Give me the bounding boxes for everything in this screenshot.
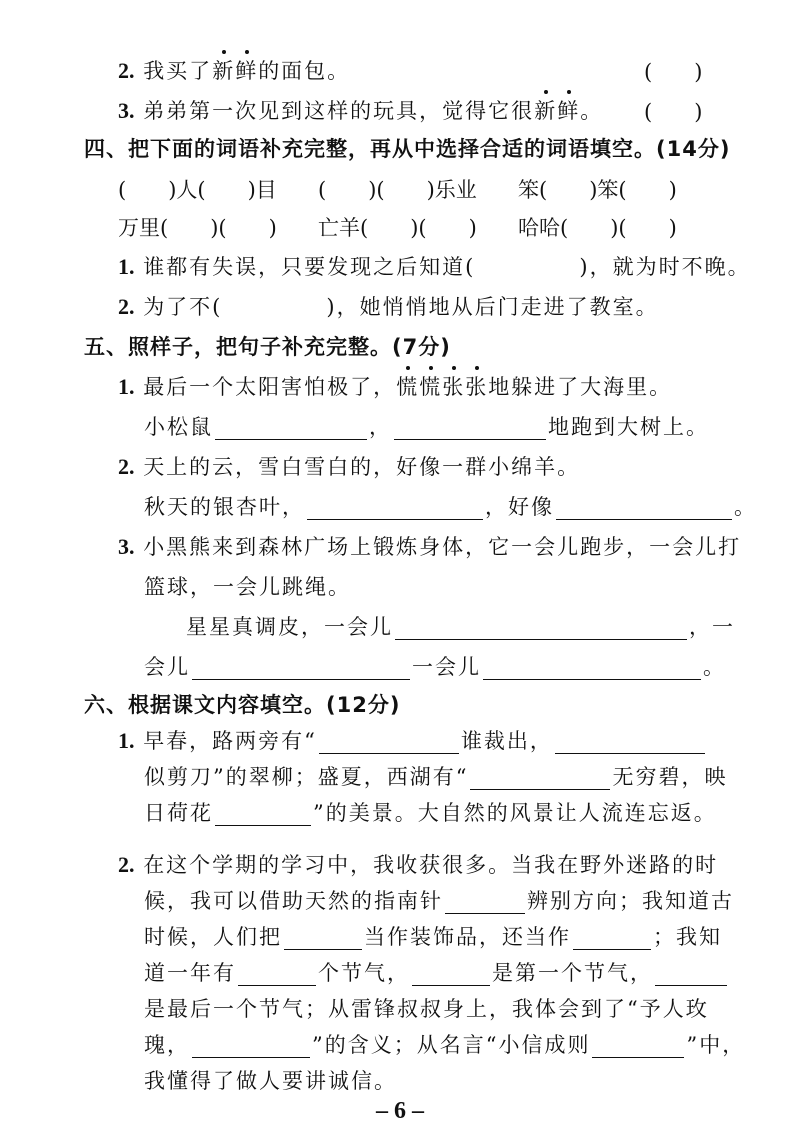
item-number: 1.: [118, 254, 135, 279]
answer-paren[interactable]: ( ): [644, 60, 703, 84]
sentence-text: 弟弟第一次见到这样的玩具，觉得它很: [143, 99, 535, 123]
sentence-text: 日荷花: [144, 801, 213, 825]
q6-item-2-line-5: [144, 994, 709, 1024]
sentence-text: 我买了: [143, 59, 213, 83]
q5-fill-3-line-1: [186, 612, 735, 642]
sentence-text: )，她悄悄地从后门走进了教室。: [326, 295, 659, 319]
fill-blank[interactable]: [470, 767, 610, 790]
word-blank[interactable]: 万里( )( ): [118, 216, 277, 240]
fill-blank[interactable]: [445, 891, 525, 914]
sentence-text: 天上的云，雪白雪白的，好像一群小绵羊。: [143, 455, 581, 479]
q5-example-2: [118, 452, 580, 482]
sentence-text: ，: [369, 415, 392, 439]
word-blank[interactable]: 哈哈( )( ): [518, 216, 677, 240]
item-number: 2.: [118, 294, 135, 319]
fill-blank[interactable]: [319, 731, 459, 754]
section-4-title: 四、把下面的词语补充完整，再从中选择合适的词语填空。(14分): [84, 137, 731, 161]
fill-blank[interactable]: [192, 1035, 310, 1058]
sentence-text: ”的含义；从名言“小信成则: [312, 1033, 591, 1057]
sentence-text: 。: [734, 495, 757, 519]
sentence-text: 地跑到大树上。: [548, 415, 709, 439]
sentence-text: 在这个学期的学习中，我收获很多。当我在野外迷路的时: [143, 853, 719, 877]
fill-blank[interactable]: [592, 1035, 684, 1058]
sentence-text: 时候，人们把: [144, 925, 282, 949]
item-number: 1.: [118, 728, 135, 753]
q6-item-2-line-1: [118, 850, 718, 880]
fill-blank[interactable]: [215, 803, 311, 826]
dotted-char: 张: [465, 372, 488, 402]
section-5-title: 五、照样子，把句子补充完整。(7分): [84, 335, 451, 359]
sentence-text: 是最后一个节气；从雷锋叔叔身上，我体会到了“予人玫: [144, 997, 709, 1021]
q6-item-2-line-3: [144, 922, 722, 952]
page-number: – 6 –: [376, 1098, 424, 1124]
fill-blank[interactable]: [555, 731, 705, 754]
sentence-text: 无穷碧，映: [612, 765, 728, 789]
fill-blank[interactable]: [307, 497, 483, 520]
q5-example-3-line-2: [144, 572, 351, 602]
section-6-title: 六、根据课文内容填空。(12分): [84, 693, 401, 717]
sentence-text: 为了不(: [143, 295, 223, 319]
sentence-text: 小黑熊来到森林广场上锻炼身体，它一会儿跑步，一会儿打: [143, 535, 742, 559]
sentence-text: 当作装饰品，还当作: [364, 925, 571, 949]
sentence-text: 个节气，: [318, 961, 410, 985]
sentence-text: ”中，: [686, 1033, 746, 1057]
dotted-char: 慌: [419, 372, 442, 402]
q6-item-1-line-3: [144, 798, 717, 828]
fill-blank[interactable]: [573, 927, 651, 950]
fill-blank[interactable]: [556, 497, 732, 520]
fill-blank[interactable]: [655, 963, 727, 986]
sentence-text: 小松鼠: [144, 415, 213, 439]
q6-item-2-extra-line: [144, 1066, 397, 1096]
item-number: 2.: [118, 454, 135, 479]
sentence-text: )，就为时不晚。: [579, 255, 751, 279]
item-number: 1.: [118, 374, 135, 399]
sentence-text: 候，我可以借助天然的指南针: [144, 889, 443, 913]
sentence-text: ；我知: [653, 925, 722, 949]
fill-blank[interactable]: [394, 417, 546, 440]
fill-blank[interactable]: [395, 617, 687, 640]
q5-fill-2: [144, 492, 757, 522]
dotted-char: 慌: [396, 372, 419, 402]
sentence-text: 似剪刀”的翠柳；盛夏，西湖有“: [144, 765, 469, 789]
fill-blank[interactable]: [215, 417, 367, 440]
sentence-text: 地躲进了大海里。: [488, 375, 673, 399]
word-blank[interactable]: ( )人( )目: [118, 178, 277, 202]
sentence-text: 谁都有失误，只要发现之后知道(: [143, 255, 476, 279]
q6-item-2-line-4: [144, 958, 729, 988]
dotted-char: 鲜: [557, 96, 580, 126]
answer-paren[interactable]: ( ): [644, 100, 703, 124]
sentence-text: ”的美景。大自然的风景让人流连忘返。: [313, 801, 717, 825]
item-number: 2.: [118, 852, 135, 877]
sentence-text: 的面包。: [258, 59, 351, 83]
sentence-text: 道一年有: [144, 961, 236, 985]
dotted-char: 新: [212, 56, 235, 86]
sentence-text: 是第一个节气，: [492, 961, 653, 985]
item-number: 2.: [118, 58, 135, 83]
sentence-text: 会儿: [144, 655, 190, 679]
sentence-text: 最后一个太阳害怕极了，: [143, 375, 397, 399]
sentence-text: 秋天的银杏叶，: [144, 495, 305, 519]
sentence-text: 一会儿: [412, 655, 481, 679]
q4-sentence-2: [118, 292, 659, 322]
dotted-char: 鲜: [235, 56, 258, 86]
item-number: 3.: [118, 534, 135, 559]
fill-blank[interactable]: [412, 963, 490, 986]
sentence-text: 谁裁出，: [460, 729, 553, 753]
dotted-char: 张: [442, 372, 465, 402]
q6-item-2-line-2: [144, 886, 734, 916]
sentence-text: ，一: [689, 615, 735, 639]
sentence-text: 我懂得了做人要讲诚信。: [144, 1069, 397, 1093]
fill-blank[interactable]: [238, 963, 316, 986]
sentence-text: 篮球，一会儿跳绳。: [144, 575, 351, 599]
fill-blank[interactable]: [192, 657, 410, 680]
q5-fill-3-line-2: [144, 652, 726, 682]
q3-item-2: [118, 56, 350, 86]
sentence-text: 辨别方向；我知道古: [527, 889, 734, 913]
word-blank[interactable]: ( )( )乐业: [318, 178, 477, 202]
item-number: 3.: [118, 98, 135, 123]
word-blank[interactable]: 亡羊( )( ): [318, 216, 477, 240]
sentence-text: 瑰，: [144, 1033, 190, 1057]
sentence-text: 。: [703, 655, 726, 679]
q6-item-2-extra-line: [144, 1030, 745, 1060]
q3-item-3: [118, 96, 603, 126]
sentence-text: ，好像: [485, 495, 554, 519]
fill-blank[interactable]: [284, 927, 362, 950]
q5-fill-1: [144, 412, 709, 442]
sentence-text: 早春，路两旁有“: [143, 729, 317, 753]
sentence-text: 。: [580, 99, 604, 123]
q5-example-1: [118, 372, 672, 402]
dotted-char: 新: [534, 96, 557, 126]
q5-example-3-line-1: [118, 532, 741, 562]
q4-sentence-1: [118, 252, 751, 282]
word-blank[interactable]: 笨( )笨( ): [518, 178, 677, 202]
sentence-text: 星星真调皮，一会儿: [186, 615, 393, 639]
fill-blank[interactable]: [483, 657, 701, 680]
q6-item-1-line-2: [144, 762, 727, 792]
q6-item-1-line-1: [118, 726, 707, 756]
